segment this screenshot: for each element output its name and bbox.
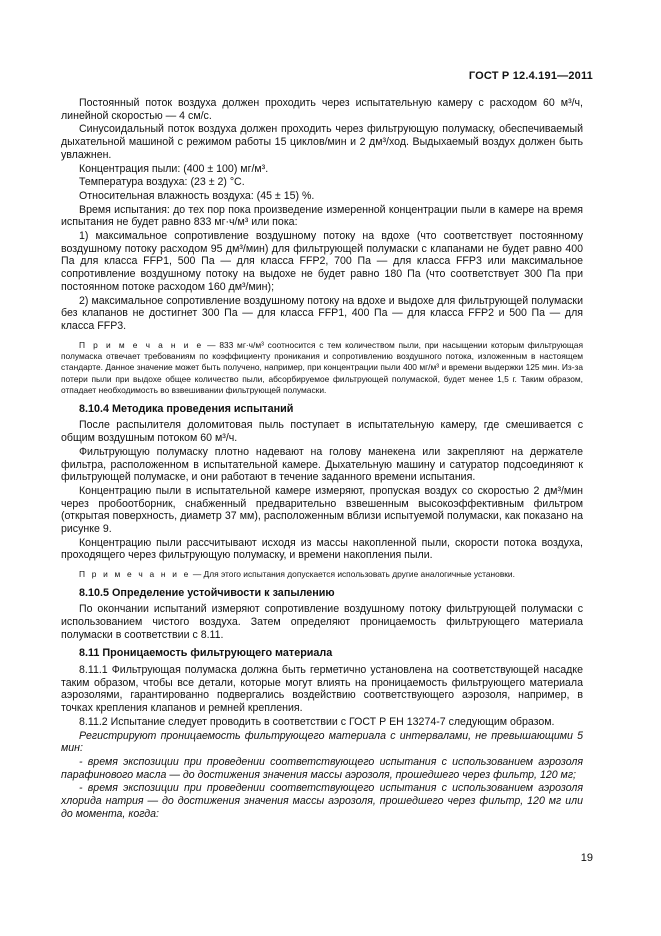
paragraph-8-11-1: 8.11.1 Фильтрующая полумаска должна быть герметично установлена на соответствующей насадке таким образом, чтобы все детали, которые могут влиять на проницаемость фильтрующего материала аэрозолями, гарантированно подвергались воздействию соответствующего аэрозоля, например, в точках крепления клапанов и ремней крепления.	[61, 664, 583, 715]
paragraph-humidity: Относительная влажность воздуха: (45 ± 15) %.	[79, 189, 315, 202]
paragraph-8-11-2: 8.11.2 Испытание следует проводить в соответствии с ГОСТ Р ЕН 13274-7 следующим образом.	[79, 715, 555, 728]
paragraph-clogging-resistance: По окончании испытаний измеряют сопротивление воздушному потоку фильтрующей полумаски с использованием чистого воздуха. Затем определяют проницаемость фильтрующего материала полумаски в соответствии с 8.11.	[61, 603, 583, 641]
page-number: 19	[580, 852, 593, 864]
paragraph-concentration-measurement: Концентрацию пыли в испытательной камере измеряют, пропуская воздух со скоростью 2 дм³/мин через пробоотборник, снабженный предварительно взвешенным высокоэффективным фильтром (открытая поверхность, диаметр 37 мм), расположенным вблизи испытуемой полумаски, как показано на рисунке 9.	[61, 484, 583, 536]
paragraph-mask-mounting: Фильтрующую полумаску плотно надевают на голову манекена или закрепляют на держателе фильтра, расположенном в испытательной камере. Дыхательную машину и сатуратор подсоединяют к фильтрующей полумаске, и они работают в течение заданного времени испытания.	[61, 445, 583, 484]
paragraph-airflow: Постоянный поток воздуха должен проходить через испытательную камеру с расходом 60 м³/ч, линейной скоростью — 4 см/с.	[61, 97, 583, 122]
document-body	[61, 97, 583, 821]
note-text: — Для этого испытания допускается использовать другие аналогичные установки.	[190, 569, 515, 580]
paragraph-condition-1: 1) максимальное сопротивление воздушному потоку на вдохе (что соответствует постоянному воздушному потоку расходом 95 дм³/мин) для фильтрующей полумаски с клапанами не будет равно 400 Па для класса FFP1, 500 Па — для класса FFP2, 700 Па — для класса FFP3 или максимальное сопротивление воздушному потоку на выдохе не будет равно 180 Па (что соответствует 300 Па при постоянном потоке расходом 160 дм³/мин);	[61, 230, 583, 293]
paragraph-paraffin-oil: - время экспозиции при проведении соответствующего испытания с использованием аэрозоля парафинового масла — до достижения значения массы аэрозоля, прошедшего через фильтр, 120 мг;	[61, 755, 583, 781]
paragraph-registration: Регистрируют проницаемость фильтрующего материала с интервалами, не превышающими 5 мин:	[61, 729, 583, 755]
paragraph-air-temperature: Температура воздуха: (23 ± 2) °С.	[79, 176, 245, 189]
section-heading-8-10-5: 8.10.5 Определение устойчивости к запылению	[79, 586, 335, 599]
note-833	[61, 340, 583, 397]
note-other-installations	[61, 569, 583, 580]
paragraph-sodium-chloride: - время экспозиции при проведении соответствующего испытания с использованием аэрозоля хлорида натрия — до достижения значения массы аэрозоля, прошедшего через фильтр, 120 мг или до момента, когда:	[61, 782, 583, 820]
paragraph-dust-concentration: Концентрация пыли: (400 ± 100) мг/м³.	[79, 162, 269, 175]
paragraph-test-time: Время испытания: до тех пор пока произведение измеренной концентрации пыли в камере на время испытания не будет равно 833 мг·ч/м³ или пока:	[61, 203, 583, 229]
page-header-standard: ГОСТ Р 12.4.191—2011	[468, 70, 593, 82]
paragraph-condition-2: 2) максимальное сопротивление воздушному потоку на вдохе и выдохе для фильтрующей полумаски без клапанов не достигнет 300 Па — для класса FFP1, 400 Па — для класса FFP2 и 500 Па — для класса FFP3.	[61, 294, 583, 332]
paragraph-dust-feed: После распылителя доломитовая пыль поступает в испытательную камеру, где смешивается с общим воздушным потоком 60 м³/ч.	[61, 419, 583, 445]
paragraph-sinusoidal-flow: Синусоидальный поток воздуха должен проходить через фильтрующую полумаску, обеспечиваемый дыхательной машиной с режимом работы 15 циклов/мин и 2 дм³/ход. Выдыхаемый воздух должен быть увлажнен.	[61, 123, 583, 161]
section-heading-8-10-4: 8.10.4 Методика проведения испытаний	[79, 402, 294, 415]
section-heading-8-11: 8.11 Проницаемость фильтрующего материала	[79, 647, 333, 660]
note-label: П р и м е ч а н и е	[79, 339, 204, 350]
paragraph-concentration-calc: Концентрацию пыли рассчитывают исходя из массы накопленной пыли, скорости потока воздуха, проходящего через фильтрующую полумаску, и времени накопления пыли.	[61, 536, 583, 562]
note-label: П р и м е ч а н и е	[79, 569, 191, 580]
note-text: — 833 мг·ч/м³ соотносится с тем количеством пыли, при насыщении которым фильтрующая полумаска отвечает требованиям по коэффициенту проникания и сопротивлению воздушного потока, изложенным в настоящем стандарте. Данное значение может быть получено, например, при концентрации пыли 400 мг/м³ и времени выдержки 125 мин. Из-за потери пыли при выдохе общее количество пыли, абсорбируемое фильтрующей полумаской, будет менее 1,5 г. Таким образом, отпадает необходимость во взвешивании фильтрующей полумаски.	[61, 339, 583, 396]
